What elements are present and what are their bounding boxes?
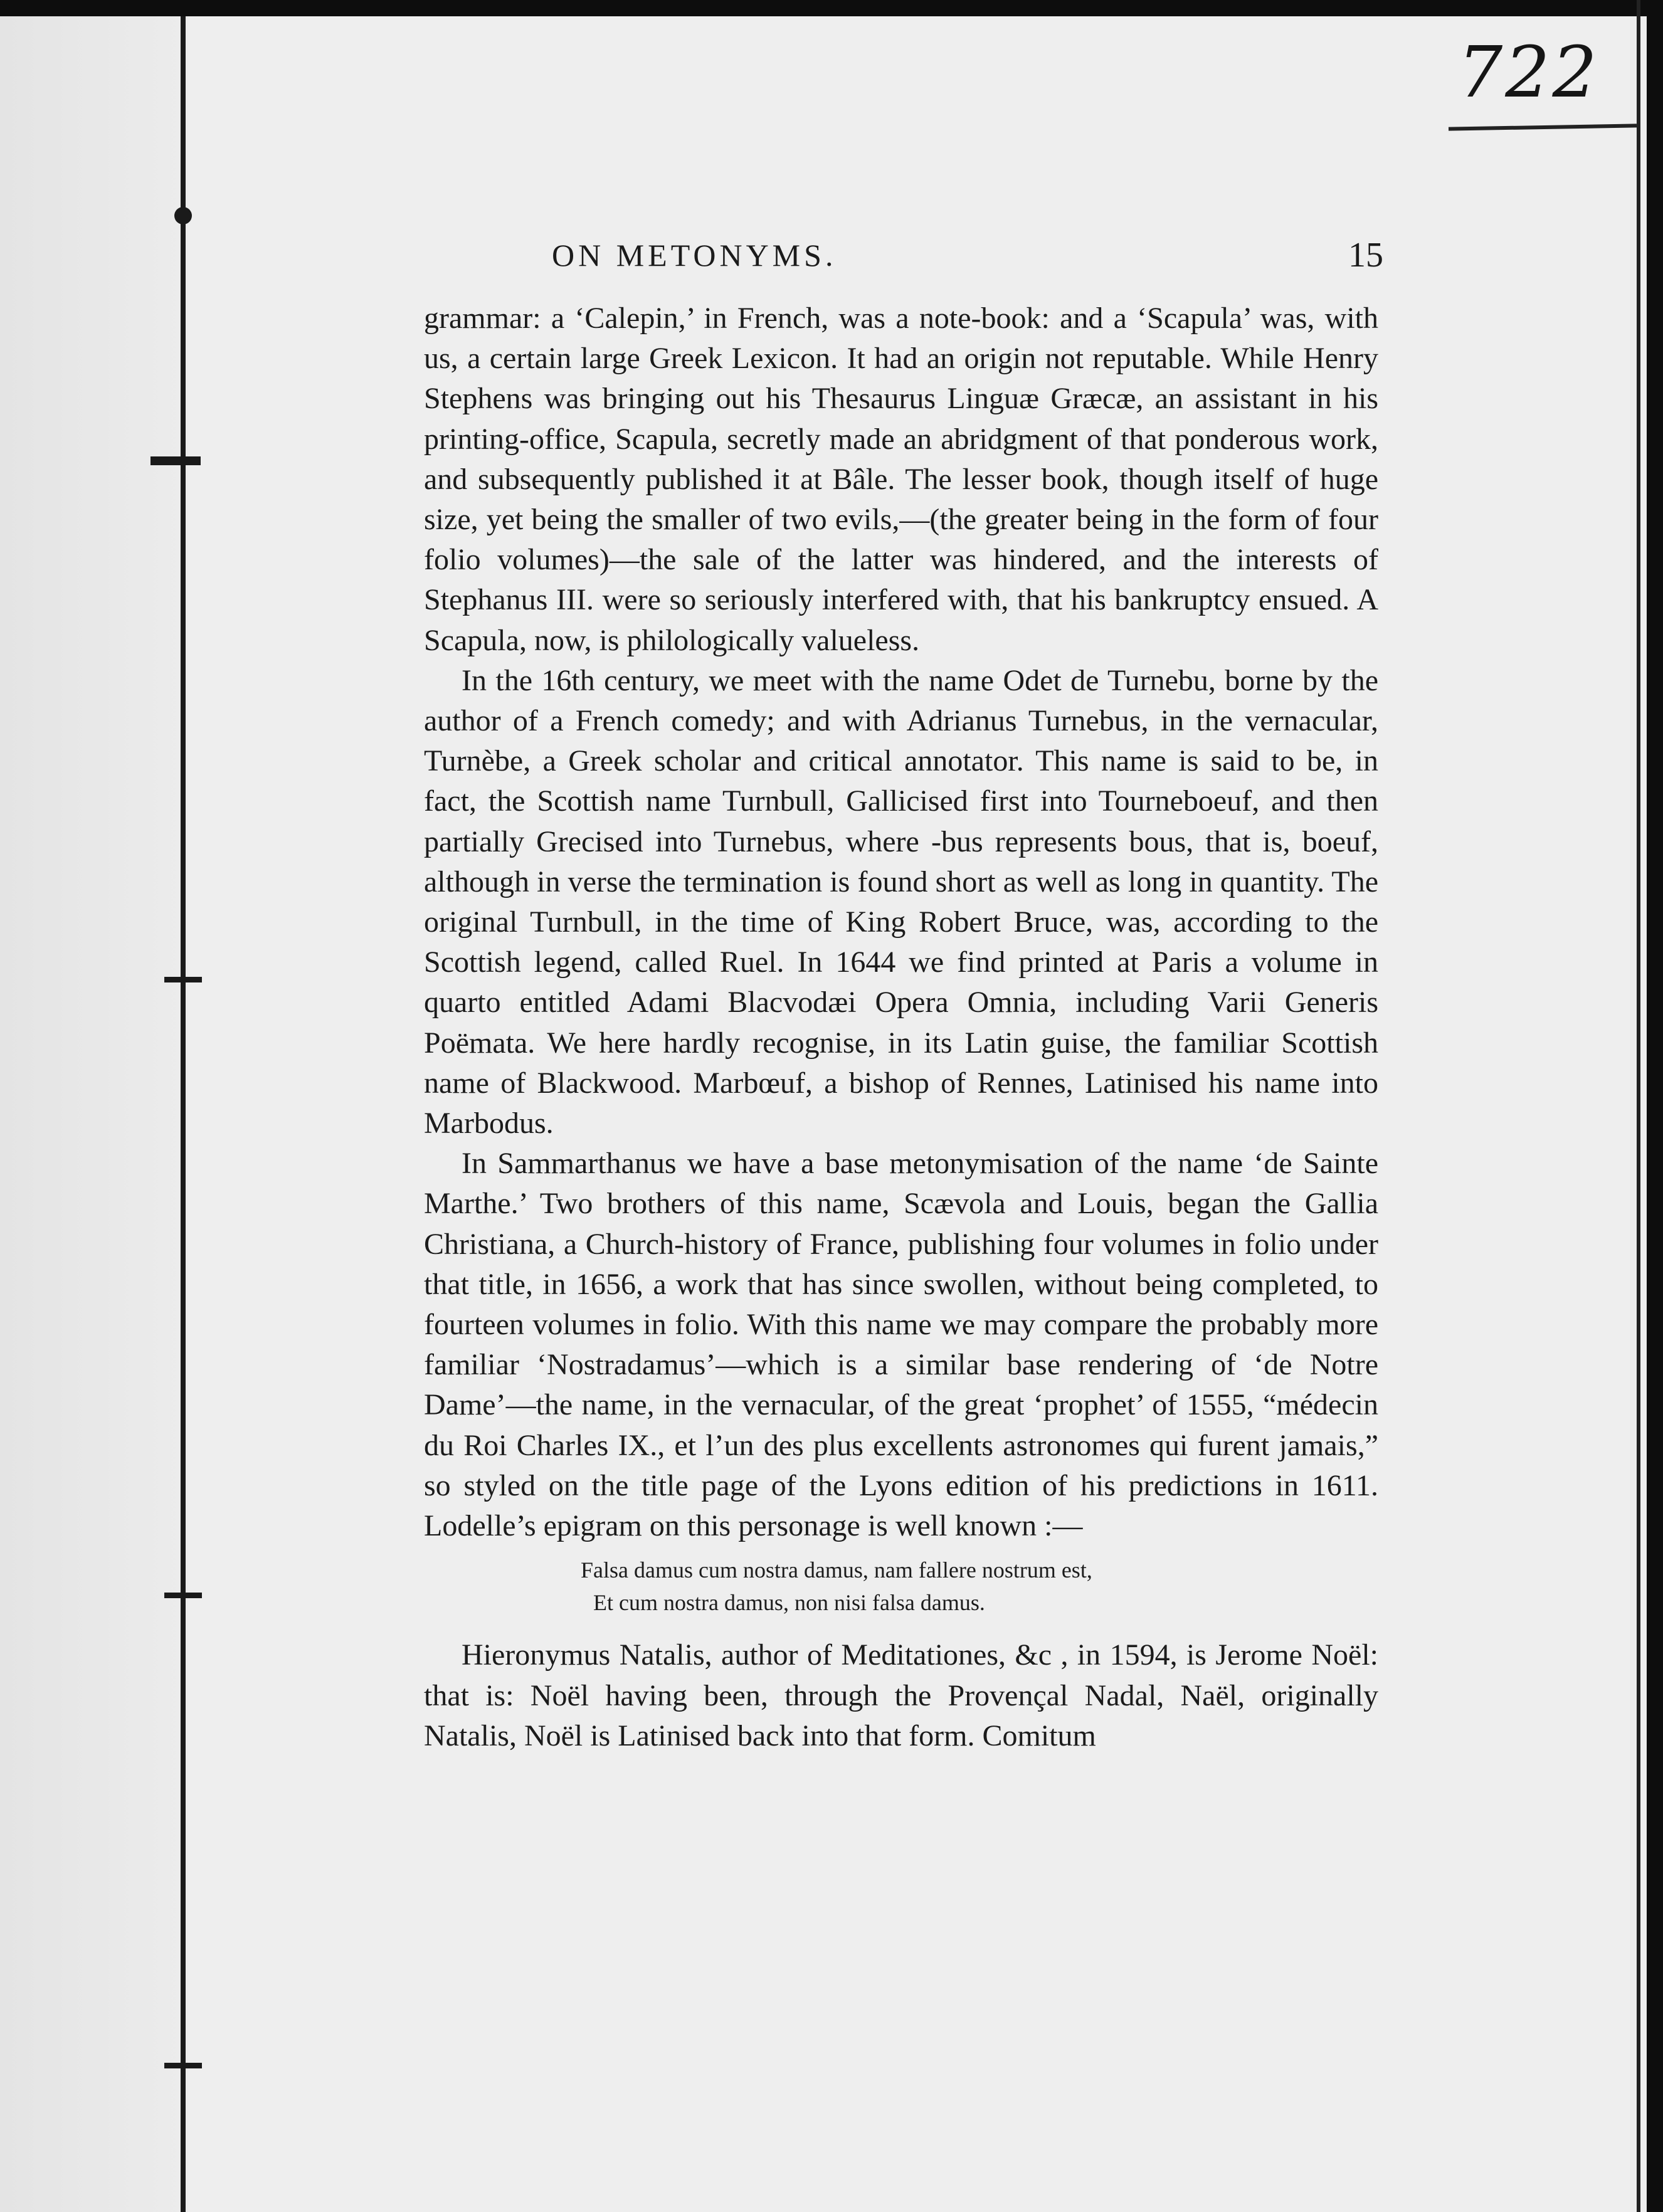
binding-tick-mark bbox=[164, 2063, 202, 2068]
binding-hole-mark bbox=[174, 207, 192, 224]
folio-underline bbox=[1449, 124, 1637, 130]
body-text bbox=[424, 298, 1378, 1756]
paragraph: grammar: a ‘Calepin,’ in French, was a note-book: and a ‘Scapula’ was, with us, a certain large Greek Lexicon. It had an origin not reputable. While Henry Stephens was bringing out his Thesaurus Linguæ Græcæ, an assistant in his printing-office, Scapula, secretly made an abridgment of that ponderous work, and subsequently published it at Bâle. The lesser book, though itself of huge size, yet being the smaller of two evils,—(the greater being in the form of four folio volumes)—the sale of the latter was hindered, and the interests of Stephanus III. were so seriously interfered with, that his bankruptcy ensued. A Scapula, now, is philologically valueless. bbox=[424, 302, 1378, 657]
binding-tick-mark bbox=[164, 1593, 202, 1598]
binding-tick-mark bbox=[150, 456, 201, 465]
page-edge bbox=[1637, 0, 1640, 2212]
epigram-verse bbox=[424, 1554, 1378, 1619]
running-title: ON METONYMS. bbox=[552, 238, 837, 273]
paragraph: In the 16th century, we meet with the name Odet de Turnebu, borne by the author of a French comedy; and with Adrianus Turnebus, in the vernacular, Turnèbe, a Greek scholar and critical annotator. This name is said to be, in fact, the Scottish name Turnbull, Gallicised first into Tourneboeuf, and then partially Grecised into Turnebus, where -bus represents bous, that is, boeuf, although in verse the termination is found short as well as long in quantity. The original Turnbull, in the time of King Robert Bruce, was, according to the Scottish legend, called Ruel. In 1644 we find printed at Paris a volume in quarto entitled Adami Blacvodæi Opera Omnia, including Varii Generis Poëmata. We here hardly recognise, in its Latin guise, the familiar Scottish name of Blackwood. Marbœuf, a bishop of Rennes, Latinised his name into Marbodus. bbox=[424, 663, 1378, 1140]
handwritten-folio-number: 722 bbox=[1458, 32, 1600, 113]
page-number: 15 bbox=[1348, 236, 1383, 275]
binding-tick-mark bbox=[164, 977, 202, 982]
paragraph: Hieronymus Natalis, author of Meditationes, &c , in 1594, is Jerome Noël: that is: Noël having been, through the Provençal Nadal, Naël, originally Natalis, Noël is Latinised back into that form. Comitum bbox=[424, 1638, 1378, 1752]
scan-right-border bbox=[1647, 0, 1663, 2212]
verse-line: Et cum nostra damus, non nisi falsa damus. bbox=[593, 1590, 985, 1616]
scan-top-border bbox=[0, 0, 1663, 16]
binding-gutter-line bbox=[181, 0, 186, 2212]
paragraph: In Sammarthanus we have a base metonymisation of the name ‘de Sainte Marthe.’ Two brothers of this name, Scævola and Louis, began the Gallia Christiana, a Church-history of France, publishing four volumes in folio under that title, in 1656, a work that has since swollen, without being completed, to fourteen volumes in folio. With this name we may compare the probably more familiar ‘Nostradamus’—which is a similar base rendering of ‘de Notre Dame’—the name, in the vernacular, of the great ‘prophet’ of 1555, “médecin du Roi Charles IX., et l’un des plus excellents astronomes qui furent jamais,” so styled on the title page of the Lyons edition of his predictions in 1611. Lodelle’s epigram on this personage is well known :— bbox=[424, 1147, 1378, 1543]
running-head bbox=[0, 233, 1663, 277]
verse-line: Falsa damus cum nostra damus, nam fallere nostrum est, bbox=[581, 1557, 1092, 1583]
gutter-shade bbox=[0, 0, 188, 2212]
